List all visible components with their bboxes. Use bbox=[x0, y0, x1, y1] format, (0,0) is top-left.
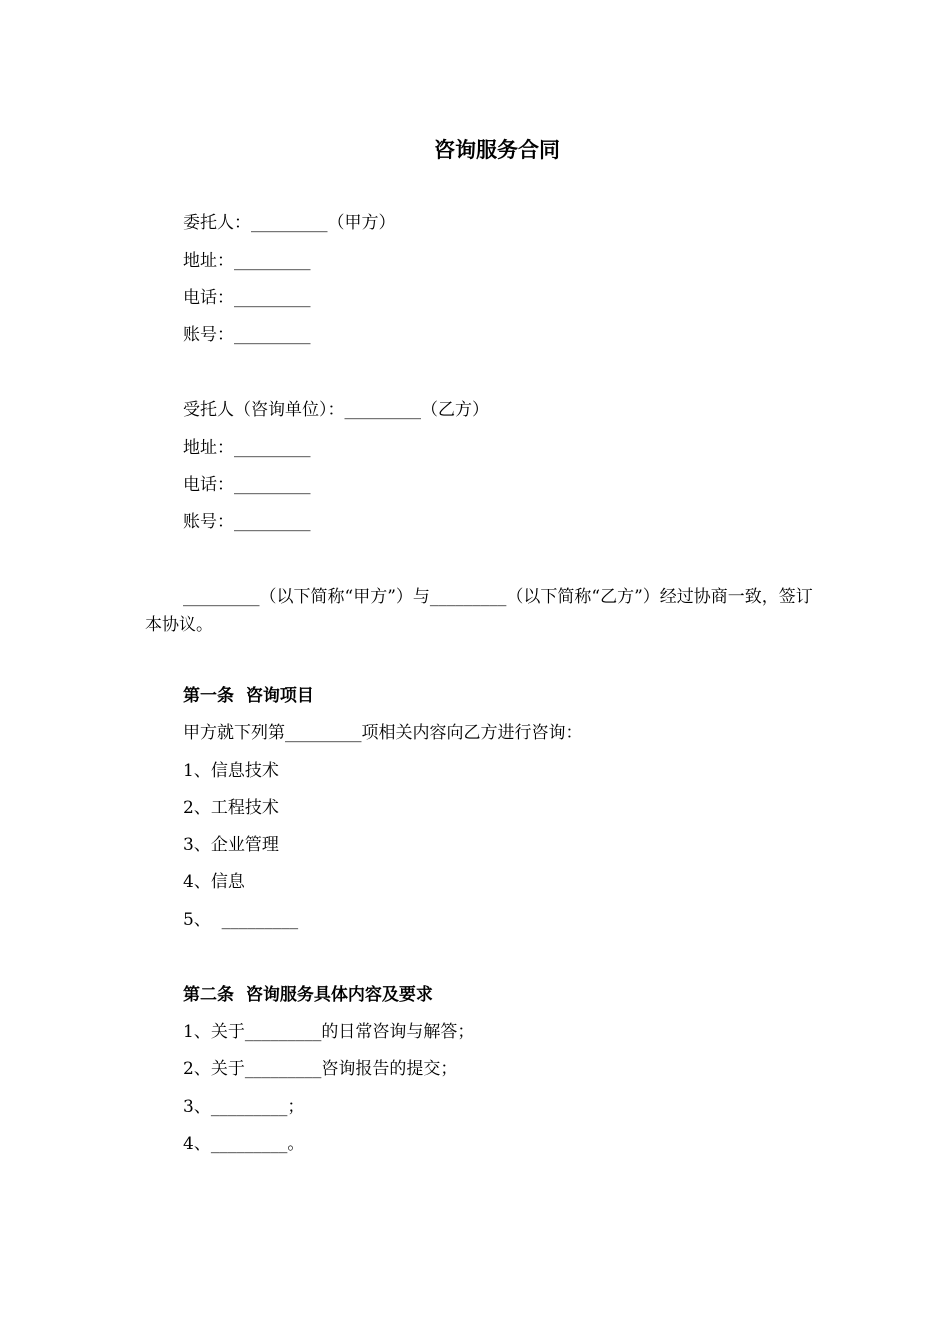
article1-lead: 甲方就下列第_________项相关内容向乙方进行咨询： bbox=[183, 723, 583, 743]
party-b-address: 地址：_________ bbox=[183, 438, 311, 458]
party-a-account: 账号：_________ bbox=[183, 325, 311, 345]
party-b-phone: 电话：_________ bbox=[183, 475, 311, 495]
party-a-line: 委托人：_________（甲方） bbox=[183, 213, 396, 233]
article1-heading: 第一条 咨询项目 bbox=[183, 686, 314, 706]
document-title: 咨询服务合同 bbox=[434, 137, 560, 162]
party-a-phone: 电话：_________ bbox=[183, 288, 311, 308]
party-a-address: 地址：_________ bbox=[183, 251, 311, 271]
article2-item: 3、_________； bbox=[183, 1097, 305, 1117]
article2-item: 4、_________。 bbox=[183, 1134, 305, 1154]
article1-item: 3、企业管理 bbox=[183, 835, 279, 855]
article1-item: 2、工程技术 bbox=[183, 798, 279, 818]
intro-paragraph: _________（以下简称“甲方”）与_________（以下简称“乙方”）经过协商一致，签订本协议。 bbox=[145, 587, 813, 635]
article1-item: 5、 _________ bbox=[183, 910, 299, 930]
party-b-line: 受托人（咨询单位）：_________（乙方） bbox=[183, 400, 489, 420]
party-b-account: 账号：_________ bbox=[183, 512, 311, 532]
article2-heading: 第二条 咨询服务具体内容及要求 bbox=[183, 985, 433, 1005]
article1-item: 4、信息 bbox=[183, 872, 245, 892]
article2-item: 1、关于_________的日常咨询与解答； bbox=[183, 1022, 475, 1042]
article1-item: 1、信息技术 bbox=[183, 761, 279, 781]
article2-item: 2、关于_________咨询报告的提交； bbox=[183, 1059, 458, 1079]
